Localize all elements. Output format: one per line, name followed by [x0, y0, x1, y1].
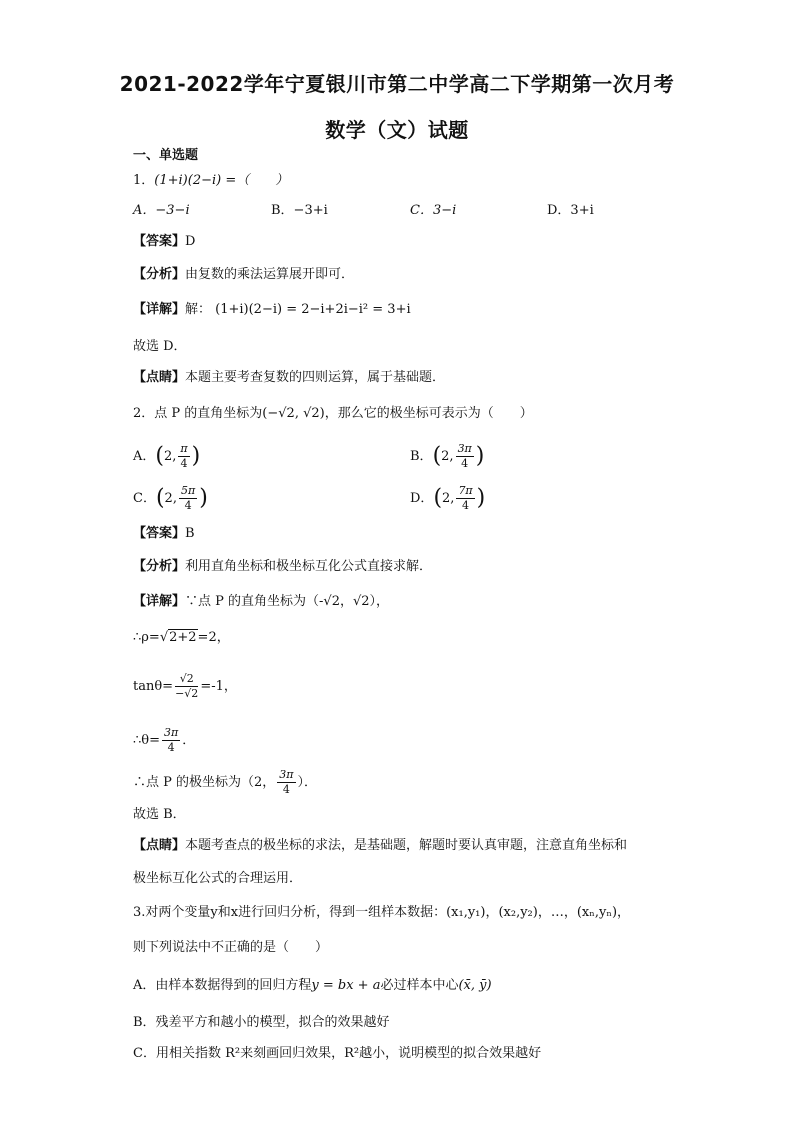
answer-value: D	[185, 234, 196, 249]
fraction: $\frac{3\pi}{4}$	[457, 442, 472, 470]
q2-comment-2: 极坐标互化公式的合理运用．	[133, 871, 303, 886]
detail-tag: 【详解】	[133, 594, 186, 609]
q2-option-d: D．(2, $\frac{7\pi}{4}$ )	[410, 484, 486, 512]
fraction: $\frac{3\pi}{4}$	[164, 726, 179, 754]
exam-title: 2021-2022学年宁夏银川市第二中学高二下学期第一次月考	[119, 72, 675, 96]
analysis-tag: 【分析】	[133, 559, 186, 574]
q2-answer	[133, 524, 195, 544]
answer-value: B	[185, 526, 195, 541]
question-3-stem-1: 3.对两个变量y和x进行回归分析，得到一组样本数据：(x₁,y₁)，(x₂,y₂)，…，(xₙ,yₙ)，	[133, 905, 631, 920]
q1-conclusion: 故选 D．	[133, 339, 187, 354]
q2-option-a: A．(2, $\frac{\pi}{4}$ )	[133, 442, 201, 470]
q2-option-b: B．(2, $\frac{3\pi}{4}$ )	[410, 442, 485, 470]
q2-detail-2: ∴ρ=√2+2=2，	[133, 630, 230, 645]
question-number: 1．	[133, 173, 155, 188]
q2-conclusion: 故选 B．	[133, 807, 186, 822]
exam-subtitle: 数学（文）试题	[325, 118, 469, 142]
q2-option-c: C．(2, $\frac{5\pi}{4}$ )	[133, 484, 208, 512]
q3-option-c: C．用相关指数 R²来刻画回归效果，R²越小，说明模型的拟合效果越好	[133, 1046, 542, 1061]
question-3-stem-2: 则下列说法中不正确的是（ ）	[133, 940, 329, 955]
q3-option-a: A．由样本数据得到的回归方程y = bx + a必过样本中心(x̄, ȳ)	[133, 978, 492, 993]
q1-detail	[133, 300, 411, 320]
fraction: $\frac{\pi}{4}$	[180, 442, 188, 470]
answer-tag: 【答案】	[133, 526, 186, 541]
fraction: $\frac{√2}{-√2}$	[175, 672, 199, 700]
sample-center: (x̄, ȳ)	[458, 978, 492, 993]
analysis-text: 由复数的乘法运算展开即可．	[185, 267, 355, 282]
q2-detail-4: ∴θ= $\frac{3\pi}{4}$ ．	[133, 726, 196, 754]
q1-option-b: B．−3+i	[271, 203, 328, 218]
radicand: 2+2	[169, 630, 197, 645]
fraction: $\frac{7\pi}{4}$	[458, 484, 473, 512]
answer-tag: 【答案】	[133, 234, 186, 249]
q2-detail-5: ∴点 P 的极坐标为（2， $\frac{3\pi}{4}$ ）．	[133, 768, 318, 796]
q2-comment-1	[133, 836, 627, 856]
coordinate: (−√2, √2)	[262, 406, 325, 421]
q2-detail-1	[133, 592, 389, 612]
question-2-stem	[133, 404, 533, 424]
analysis-text: 利用直角坐标和极坐标互化公式直接求解．	[185, 559, 433, 574]
regression-equation: y = bx + a	[311, 978, 381, 993]
section-heading: 一、单选题	[133, 148, 199, 163]
q1-comment	[133, 368, 445, 388]
comment-tag: 【点睛】	[133, 838, 186, 853]
question-1-stem	[133, 171, 288, 191]
detail-text: ∵点 P 的直角坐标为（-√2，√2），	[185, 594, 390, 609]
comment-text: 本题考查点的极坐标的求法，是基础题，解题时要认真审题，注意直角坐标和	[185, 838, 628, 853]
q1-analysis	[133, 265, 354, 285]
fraction: $\frac{3\pi}{4}$	[279, 768, 294, 796]
detail-tag: 【详解】	[133, 302, 186, 317]
analysis-tag: 【分析】	[133, 267, 186, 282]
q1-option-c: C．3−i	[410, 203, 457, 218]
detail-text: 解： (1+i)(2−i) = 2−i+2i−i² = 3+i	[185, 302, 411, 317]
comment-text: 本题主要考查复数的四则运算，属于基础题．	[185, 370, 446, 385]
q1-answer	[133, 232, 195, 252]
q3-option-b: B．残差平方和越小的模型，拟合的效果越好	[133, 1015, 390, 1030]
comment-tag: 【点睛】	[133, 370, 186, 385]
question-number: 2．	[133, 406, 155, 421]
question-text-post: ，那么它的极坐标可表示为（ ）	[324, 406, 533, 421]
question-text-pre: 点 P 的直角坐标为	[154, 406, 263, 421]
q1-option-d: D．3+i	[547, 203, 594, 218]
q2-detail-3: tanθ= $\frac{√2}{-√2}$ =-1，	[133, 672, 237, 700]
q1-option-a: A．−3−i	[133, 203, 190, 218]
q2-analysis	[133, 557, 432, 577]
question-text: (1+i)(2−i) =（ ）	[154, 173, 289, 188]
fraction: $\frac{5\pi}{4}$	[180, 484, 196, 512]
